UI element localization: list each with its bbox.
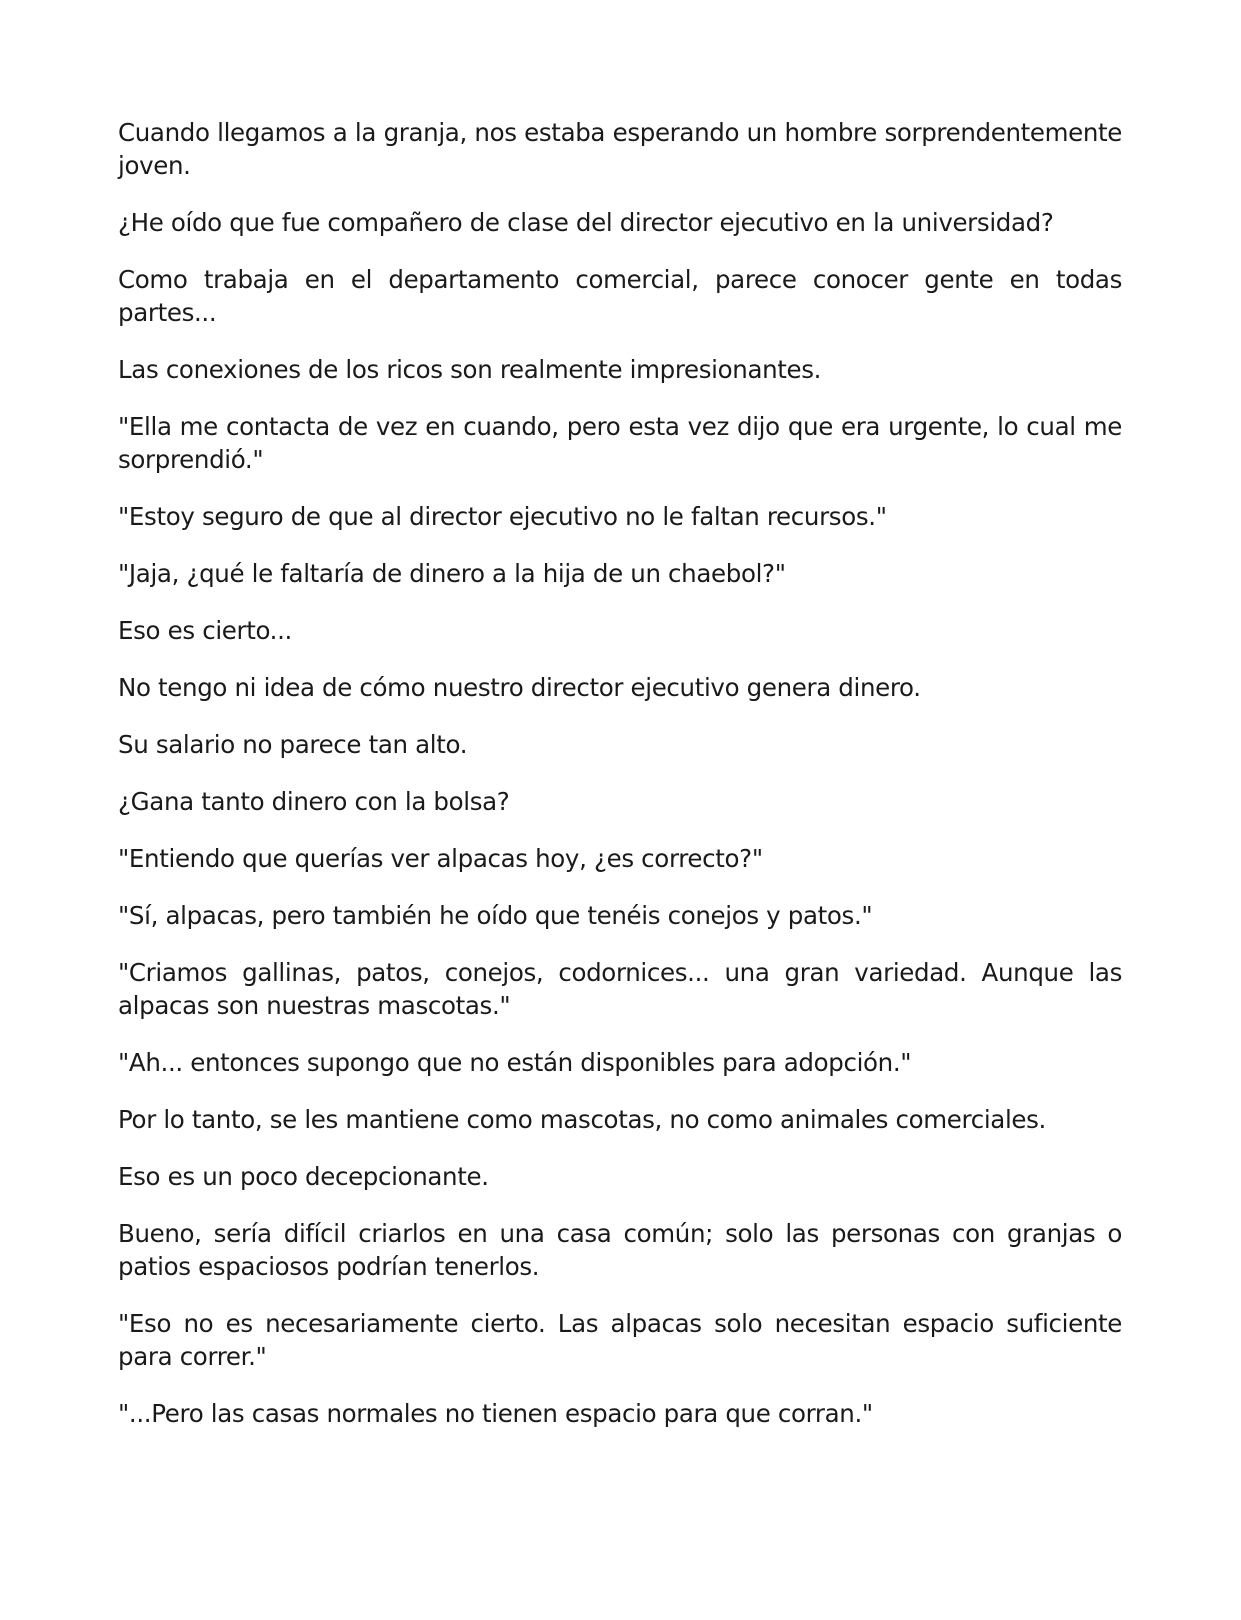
paragraph: Las conexiones de los ricos son realmente impresionantes. (118, 355, 822, 384)
paragraph: "Jaja, ¿qué le faltaría de dinero a la hija de un chaebol?" (118, 559, 786, 588)
paragraph: Eso es cierto... (118, 616, 292, 645)
paragraph: "Ah... entonces supongo que no están disponibles para adopción." (118, 1048, 912, 1077)
paragraph: "Criamos gallinas, patos, conejos, codornices... una gran variedad. Aunque las alpacas son nuestras mascotas." (118, 958, 1122, 1020)
paragraph: "...Pero las casas normales no tienen espacio para que corran." (118, 1399, 873, 1428)
paragraph: Eso es un poco decepcionante. (118, 1162, 489, 1191)
paragraph: ¿Gana tanto dinero con la bolsa? (118, 787, 510, 816)
paragraph: Su salario no parece tan alto. (118, 730, 468, 759)
paragraph: ¿He oído que fue compañero de clase del director ejecutivo en la universidad? (118, 208, 1054, 237)
paragraph: Por lo tanto, se les mantiene como mascotas, no como animales comerciales. (118, 1105, 1046, 1134)
paragraph: "Estoy seguro de que al director ejecutivo no le faltan recursos." (118, 502, 887, 531)
paragraph: Como trabaja en el departamento comercial, parece conocer gente en todas partes... (118, 265, 1122, 327)
document-text-body (118, 116, 1122, 1454)
paragraph: "Sí, alpacas, pero también he oído que tenéis conejos y patos." (118, 901, 873, 930)
paragraph: Cuando llegamos a la granja, nos estaba esperando un hombre sorprendentemente joven. (118, 118, 1122, 180)
paragraph: Bueno, sería difícil criarlos en una casa común; solo las personas con granjas o patios espaciosos podrían tenerlos. (118, 1219, 1122, 1281)
paragraph: "Eso no es necesariamente cierto. Las alpacas solo necesitan espacio suficiente para correr." (118, 1309, 1122, 1371)
paragraph: No tengo ni idea de cómo nuestro director ejecutivo genera dinero. (118, 673, 921, 702)
paragraph: "Entiendo que querías ver alpacas hoy, ¿es correcto?" (118, 844, 763, 873)
paragraph: "Ella me contacta de vez en cuando, pero esta vez dijo que era urgente, lo cual me sorprendió." (118, 412, 1122, 474)
